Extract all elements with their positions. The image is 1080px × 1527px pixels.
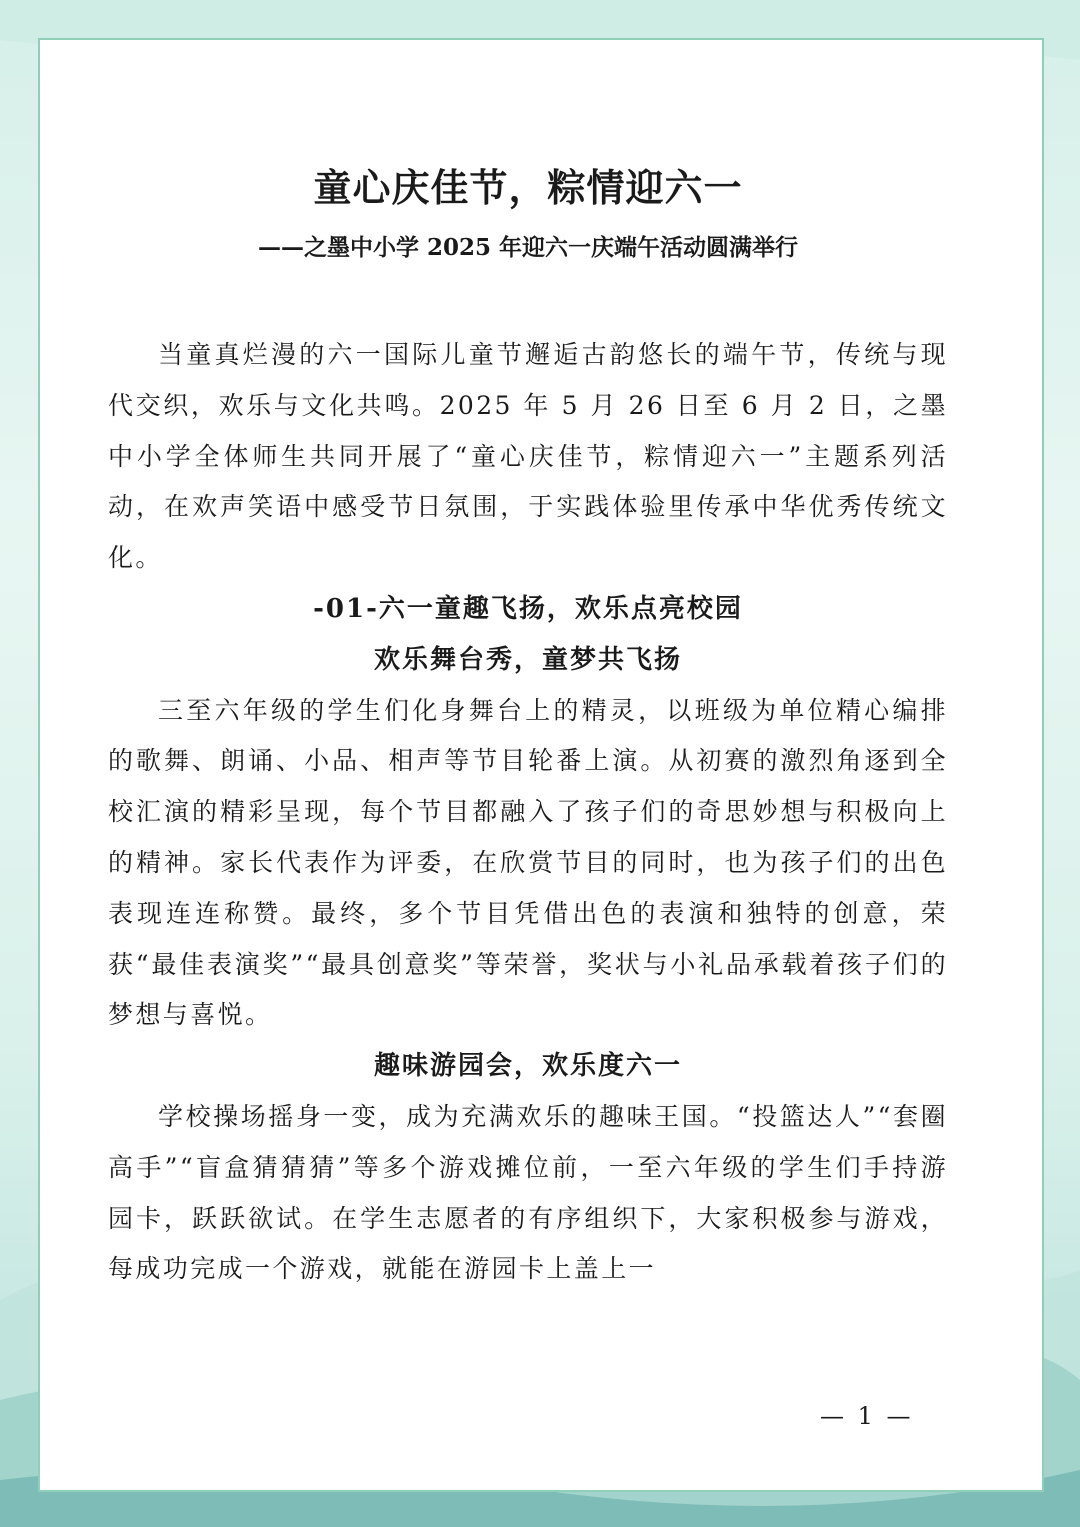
sub-heading-garden-party: 趣味游园会，欢乐度六一: [373, 1051, 682, 1082]
document-content: [108, 160, 948, 1295]
document-body: [108, 330, 948, 1295]
document-subtitle: ——之墨中小学 2025 年迎六一庆端午活动圆满举行: [257, 234, 799, 261]
page-number: — 1 —: [820, 1402, 914, 1430]
paragraph-garden-party: 学校操场摇身一变，成为充满欢乐的趣味王国。“投篮达人”“套圈高手”“盲盒猜猜猜”等多个游戏摊位前，一至六年级的学生们手持游园卡，跃跃欲试。在学生志愿者的有序组织下，大家积极参与游戏，每成功完成一个游戏，就能在游园卡上盖上一: [108, 1101, 948, 1284]
paragraph-stage-show: 三至六年级的学生们化身舞台上的精灵，以班级为单位精心编排的歌舞、朗诵、小品、相声等节目轮番上演。从初赛的激烈角逐到全校汇演的精彩呈现，每个节目都融入了孩子们的奇思妙想与积极向上的精神。家长代表作为评委，在欣赏节目的同时，也为孩子们的出色表现连连称赞。最终，多个节目凭借出色的表演和独特的创意，荣获“最佳表演奖”“最具创意奖”等荣誉，奖状与小礼品承载着孩子们的梦想与喜悦。: [108, 695, 948, 1030]
intro-paragraph: 当童真烂漫的六一国际儿童节邂逅古韵悠长的端午节，传统与现代交织，欢乐与文化共鸣。2025 年 5 月 26 日至 6 月 2 日，之墨中小学全体师生共同开展了“童心庆佳节，粽情迎六一”主题系列活动，在欢声笑语中感受节日氛围，于实践体验里传承中华优秀传统文化。: [108, 340, 948, 573]
document-title: 童心庆佳节，粽情迎六一: [313, 165, 743, 210]
section-heading: -01-六一童趣飞扬，欢乐点亮校园: [313, 593, 743, 624]
sub-heading-stage-show: 欢乐舞台秀，童梦共飞扬: [373, 644, 682, 675]
